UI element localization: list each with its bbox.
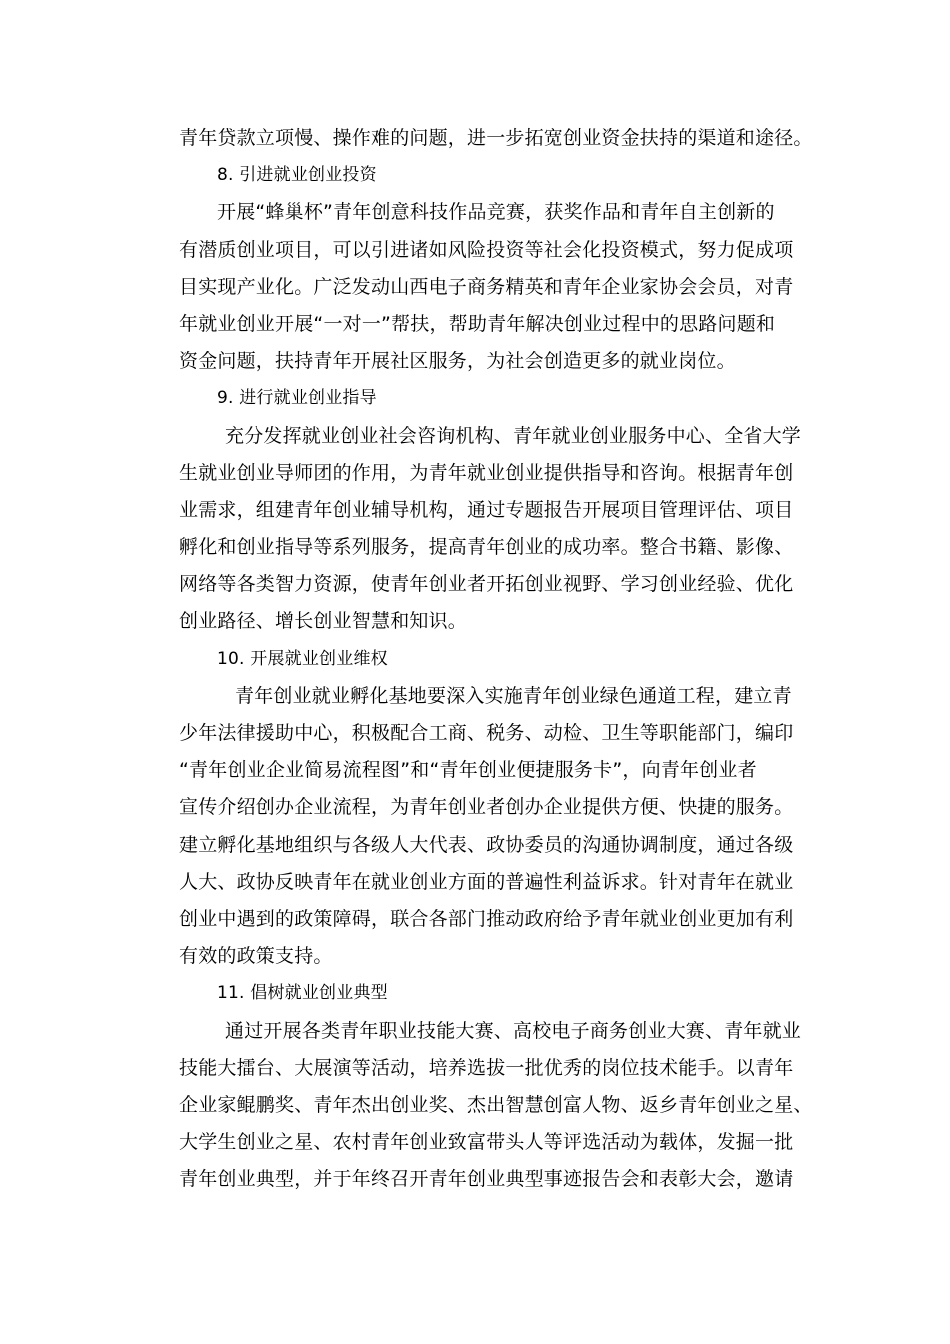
paragraph-line: 孵化和创业指导等系列服务，提高青年创业的成功率。整合书籍、影像、 [179, 536, 794, 559]
section-heading-11: 11. 倡树就业创业典型 [217, 983, 388, 1004]
document-body [179, 120, 819, 1198]
intro-line: 青年贷款立项慢、操作难的问题，进一步拓宽创业资金扶持的渠道和途径。 [179, 127, 813, 149]
paragraph-line: 目实现产业化。广泛发动山西电子商务精英和青年企业家协会会员，对青 [179, 275, 794, 298]
paragraph-line: 通过开展各类青年职业技能大赛、高校电子商务创业大赛、青年就业 [225, 1019, 802, 1042]
paragraph-line: 青年创业就业孵化基地要深入实施青年创业绿色通道工程，建立青 [235, 684, 792, 707]
paragraph-line: 创业路径、增长创业智慧和知识。 [179, 610, 468, 633]
paragraph-line: 大学生创业之星、农村青年创业致富带头人等评选活动为载体，发掘一批 [179, 1131, 794, 1154]
section-heading-9: 9. 进行就业创业指导 [217, 388, 377, 409]
paragraph-line: 开展“蜂巢杯”青年创意科技作品竞赛，获奖作品和青年自主创新的 [217, 201, 775, 224]
paragraph-line: 有效的政策支持。 [179, 945, 333, 968]
paragraph-line: 人大、政协反映青年在就业创业方面的普遍性利益诉求。针对青年在就业 [179, 870, 794, 893]
paragraph-line: 宣传介绍创办企业流程，为青年创业者创办企业提供方便、快捷的服务。 [179, 796, 794, 819]
paragraph-line: 技能大擂台、大展演等活动，培养选拔一批优秀的岗位技术能手。以青年 [179, 1056, 794, 1079]
section-heading-10: 10. 开展就业创业维权 [217, 648, 388, 669]
paragraph-line: 少年法律援助中心，积极配合工商、税务、动检、卫生等职能部门，编印 [179, 722, 794, 744]
paragraph-line: 建立孵化基地组织与各级人大代表、政协委员的沟通协调制度，通过各级 [179, 833, 794, 856]
paragraph-line: 业需求，组建青年创业辅导机构，通过专题报告开展项目管理评估、项目 [179, 498, 794, 521]
paragraph-line: 资金问题，扶持青年开展社区服务，为社会创造更多的就业岗位。 [179, 350, 736, 373]
section-heading-8: 8. 引进就业创业投资 [217, 165, 377, 186]
paragraph-line: 生就业创业导师团的作用，为青年就业创业提供指导和咨询。根据青年创 [179, 461, 794, 484]
paragraph-line: 企业家鲲鹏奖、青年杰出创业奖、杰出智慧创富人物、返乡青年创业之星、 [179, 1093, 813, 1116]
paragraph-line: 有潜质创业项目，可以引进诸如风险投资等社会化投资模式，努力促成项 [179, 238, 794, 261]
paragraph-line: 充分发挥就业创业社会咨询机构、青年就业创业服务中心、全省大学 [225, 424, 802, 447]
paragraph-line: 年就业创业开展“一对一”帮扶，帮助青年解决创业过程中的思路问题和 [179, 312, 776, 335]
paragraph-line: 青年创业典型，并于年终召开青年创业典型事迹报告会和表彰大会，邀请 [179, 1168, 794, 1191]
paragraph-line: 创业中遇到的政策障碍，联合各部门推动政府给予青年就业创业更加有利 [179, 907, 794, 930]
paragraph-line: 网络等各类智力资源，使青年创业者开拓创业视野、学习创业经验、优化 [179, 573, 794, 596]
paragraph-line: “青年创业企业简易流程图”和“青年创业便捷服务卡”，向青年创业者 [179, 759, 757, 782]
